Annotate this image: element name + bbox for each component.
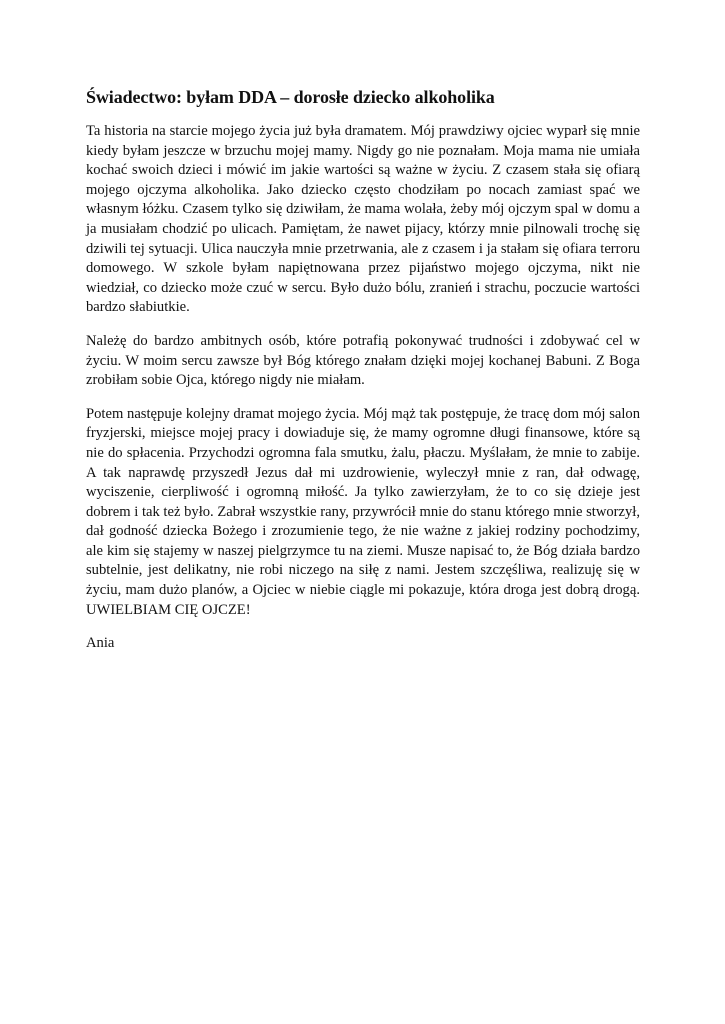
- paragraph-2: Należę do bardzo ambitnych osób, które potrafią pokonywać trudności i zdobywać cel w życiu. W moim sercu zawsze był Bóg którego znałam dzięki mojej kochanej Babuni. Z Boga zrobiłam sobie Ojca, którego nigdy nie miałam.: [86, 332, 640, 389]
- paragraph-3: Potem następuje kolejny dramat mojego życia. Mój mąż tak postępuje, że tracę dom mój salon fryzjerski, miejsce mojej pracy i dowiaduje się, że mamy ogromne długi finansowe, które są nie do spłacenia. Przychodzi ogromna fala smutku, żalu, płaczu. Myślałam, że mnie to zabije. A tak naprawdę przyszedł Jezus dał mi uzdrowienie, wyleczył mnie z ran, dał odwagę, wyciszenie, cierpliwość i ogromną miłość. Ja tylko zawierzyłam, że to co się dzieje jest dobrem i tak też było. Zabrał wszystkie rany, przywrócił mnie do stanu którego mnie stworzył, dał godność dziecka Bożego i zrozumienie tego, że nie ważne z jakiej rodziny pochodzimy, ale kim się stajemy w naszej pielgrzymce tu na ziemi. Musze napisać to, że Bóg działa bardzo subtelnie, jest delikatny, nie robi niczego na siłę z nami. Jestem szczęśliwa, realizuję się w życiu, mam dużo planów, a Ojciec w niebie ciągle mi pokazuje, która droga jest dobrą drogą. UWIELBIAM CIĘ OJCZE!: [86, 405, 640, 618]
- document-page: [86, 86, 640, 654]
- author-signature: Ania: [86, 635, 115, 652]
- paragraph-1: Ta historia na starcie mojego życia już była dramatem. Mój prawdziwy ojciec wyparł się mnie kiedy byłam jeszcze w brzuchu mojej mamy. Nigdy go nie poznałam. Moja mama nie umiała kochać swoich dzieci i mówić im jakie wartości są ważne w życiu. Z czasem stała się ofiarą mojego ojczyma alkoholika. Jako dziecko często chodziłam po nocach zamiast spać we własnym łóżku. Czasem tylko się dziwiłam, że mama wolała, żeby mój ojczym spal w domu a ja musiałam chodzić po ulicach. Pamiętam, że nawet pijacy, którzy mnie pilnowali trochę się dziwili tej sytuacji. Ulica nauczyła mnie przetrwania, ale z czasem i ja stałam się ofiara terroru domowego. W szkole byłam napiętnowana przez pijaństwo mojego ojczyma, nikt nie wiedział, co dziecko może czuć w sercu. Było dużo bólu, zranień i strachu, poczucie wartości bardzo słabiutkie.: [86, 123, 640, 316]
- document-title: Świadectwo: byłam DDA – dorosłe dziecko alkoholika: [86, 87, 495, 107]
